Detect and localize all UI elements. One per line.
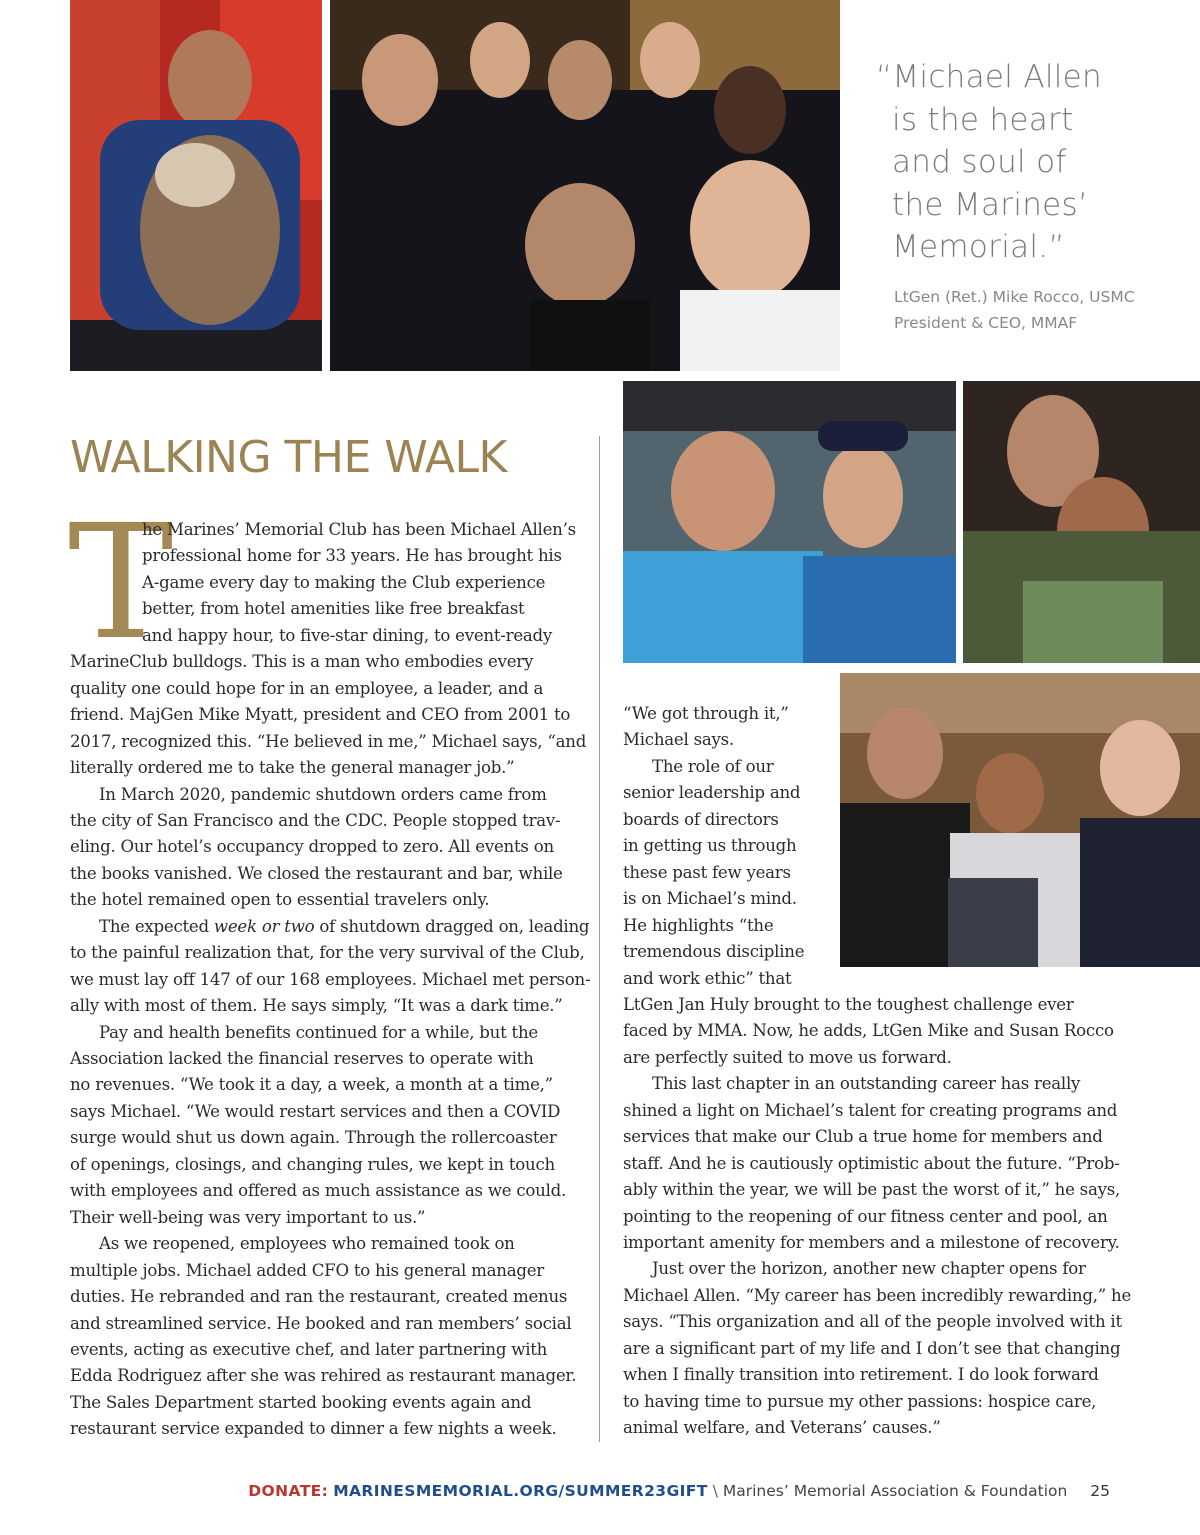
- body-text-line: tremendous discipline: [623, 942, 805, 962]
- body-text-line: and happy hour, to five-star dining, to event-ready: [142, 625, 553, 645]
- body-text-line: in getting us through: [623, 836, 797, 856]
- photo-michael-with-two-men: [840, 673, 1200, 967]
- body-text-line: 2017, recognized this. “He believed in me,” Michael says, “and: [70, 731, 587, 751]
- attribution-name: LtGen (Ret.) Mike Rocco, USMC: [894, 288, 1135, 306]
- body-text-line: to having time to pursue my other passions: hospice care,: [623, 1391, 1097, 1411]
- body-text-line: duties. He rebranded and ran the restaurant, created menus: [70, 1287, 568, 1307]
- body-text-line: This last chapter in an outstanding career has really: [652, 1074, 1081, 1094]
- body-text-line: ally with most of them. He says simply, “It was a dark time.”: [70, 996, 563, 1016]
- emphasis: week or two: [213, 916, 315, 936]
- page-footer: [248, 1482, 1110, 1500]
- body-text-line: quality one could hope for in an employee, a leader, and a: [70, 678, 544, 698]
- body-text-line: He highlights “the: [623, 915, 774, 935]
- body-text-line: Michael says.: [623, 730, 734, 750]
- body-text-line: Their well-being was very important to us.”: [70, 1207, 426, 1227]
- body-text-line: staff. And he is cautiously optimistic about the future. “Prob-: [623, 1153, 1120, 1173]
- body-text-line: are perfectly suited to move us forward.: [623, 1047, 952, 1067]
- column-divider: [599, 436, 600, 1442]
- donate-link[interactable]: MARINESMEMORIAL.ORG/SUMMER23GIFT: [333, 1482, 708, 1500]
- body-text-line: says. “This organization and all of the people involved with it: [623, 1312, 1122, 1332]
- body-text-line: he Marines’ Memorial Club has been Michael Allen’s: [142, 520, 576, 539]
- photo-man-with-bulldog: [70, 0, 322, 371]
- body-text-line: shined a light on Michael’s talent for creating programs and: [623, 1100, 1118, 1120]
- drop-cap: T: [68, 491, 174, 675]
- pull-quote-attribution: [894, 284, 1194, 336]
- body-text-line: these past few years: [623, 862, 791, 882]
- photo-michael-with-veteran: [623, 381, 956, 663]
- pull-quote: [876, 56, 1176, 269]
- body-text-line: surge would shut us down again. Through the rollercoaster: [70, 1128, 557, 1148]
- body-text-line: are a significant part of my life and I don’t see that changing: [623, 1338, 1121, 1358]
- body-text-line: A-game every day to making the Club experience: [142, 572, 546, 592]
- body-text-line: professional home for 33 years. He has brought his: [142, 546, 562, 566]
- pull-quote-line: Memorial.”: [892, 229, 1065, 265]
- body-text-line: The role of our: [652, 756, 774, 776]
- donate-label: DONATE:: [248, 1482, 329, 1500]
- photo-michael-with-woman: [963, 381, 1200, 663]
- body-text-line: better, from hotel amenities like free breakfast: [142, 599, 525, 619]
- body-text-line: and streamlined service. He booked and ran members’ social: [70, 1313, 572, 1333]
- body-text-line: In March 2020, pandemic shutdown orders came from: [99, 784, 547, 804]
- pull-quote-line: the Marines’: [892, 186, 1089, 223]
- body-text-line: literally ordered me to take the general manager job.”: [70, 758, 515, 778]
- body-text-line: ably within the year, we will be past the worst of it,” he says,: [623, 1180, 1120, 1200]
- body-text-line: Michael Allen. “My career has been incredibly rewarding,” he: [623, 1285, 1132, 1305]
- body-text-line: says Michael. “We would restart services and then a COVID: [70, 1101, 561, 1121]
- body-text-line: and work ethic” that: [623, 968, 792, 988]
- body-text-line: LtGen Jan Huly brought to the toughest challenge ever: [623, 994, 1074, 1014]
- body-text-line: multiple jobs. Michael added CFO to his general manager: [70, 1260, 544, 1280]
- article-title: WALKING THE WALK: [70, 432, 507, 483]
- footer-separator: \: [712, 1482, 718, 1500]
- body-text-line: the hotel remained open to essential travelers only.: [70, 890, 490, 910]
- body-text-line: Just over the horizon, another new chapter opens for: [652, 1259, 1086, 1279]
- body-text-line: eling. Our hotel’s occupancy dropped to zero. All events on: [70, 837, 554, 857]
- body-text-line: with employees and offered as much assistance as we could.: [70, 1181, 567, 1201]
- attribution-title: President & CEO, MMAF: [894, 314, 1078, 332]
- body-text-line: restaurant service expanded to dinner a few nights a week.: [70, 1419, 557, 1439]
- body-text-line: MarineClub bulldogs. This is a man who embodies every: [70, 652, 534, 672]
- body-text-line: Pay and health benefits continued for a while, but the: [99, 1022, 538, 1042]
- body-text-line: senior leadership and: [623, 783, 801, 803]
- body-text-line: pointing to the reopening of our fitness center and pool, an: [623, 1206, 1108, 1226]
- body-text-line: friend. MajGen Mike Myatt, president and CEO from 2001 to: [70, 705, 571, 725]
- body-text-line: Association lacked the financial reserves to operate with: [70, 1049, 534, 1068]
- photo-group-with-marines: [330, 0, 840, 371]
- body-text-line: “We got through it,”: [623, 704, 789, 723]
- body-text-line: The Sales Department started booking events again and: [70, 1392, 532, 1412]
- body-text-line: the city of San Francisco and the CDC. People stopped trav-: [70, 810, 561, 830]
- body-text-line: the books vanished. We closed the restaurant and bar, while: [70, 863, 563, 883]
- pull-quote-line: and soul of: [892, 144, 1067, 180]
- body-text-line: when I finally transition into retirement. I do look forward: [623, 1365, 1099, 1385]
- body-text-line: no revenues. “We took it a day, a week, a month at a time,”: [70, 1075, 553, 1095]
- body-text-line: Edda Rodriguez after she was rehired as restaurant manager.: [70, 1366, 577, 1386]
- page-number: 25: [1090, 1482, 1110, 1500]
- body-text-line: As we reopened, employees who remained took on: [99, 1234, 515, 1254]
- body-text-line: important amenity for members and a milestone of recovery.: [623, 1233, 1120, 1252]
- body-text-line: faced by MMA. Now, he adds, LtGen Mike and Susan Rocco: [623, 1021, 1114, 1041]
- body-text-line: of openings, closings, and changing rules, we kept in touch: [70, 1154, 555, 1174]
- body-text-line: animal welfare, and Veterans’ causes.”: [623, 1418, 941, 1438]
- body-text-line: events, acting as executive chef, and later partnering with: [70, 1339, 548, 1359]
- body-text-line: we must lay off 147 of our 168 employees. Michael met person-: [70, 969, 591, 989]
- body-text-line: is on Michael’s mind.: [623, 889, 797, 909]
- body-text-line: to the painful realization that, for the very survival of the Club,: [70, 943, 585, 963]
- pull-quote-line: is the heart: [892, 101, 1074, 138]
- footer-org-name: Marines’ Memorial Association & Foundation: [722, 1482, 1068, 1500]
- body-text-line: boards of directors: [623, 809, 779, 829]
- body-text-line: The expected week or two of shutdown dragged on, leading: [99, 916, 590, 936]
- body-text-line: services that make our Club a true home for members and: [623, 1127, 1103, 1147]
- pull-quote-line: “Michael Allen: [876, 59, 1102, 95]
